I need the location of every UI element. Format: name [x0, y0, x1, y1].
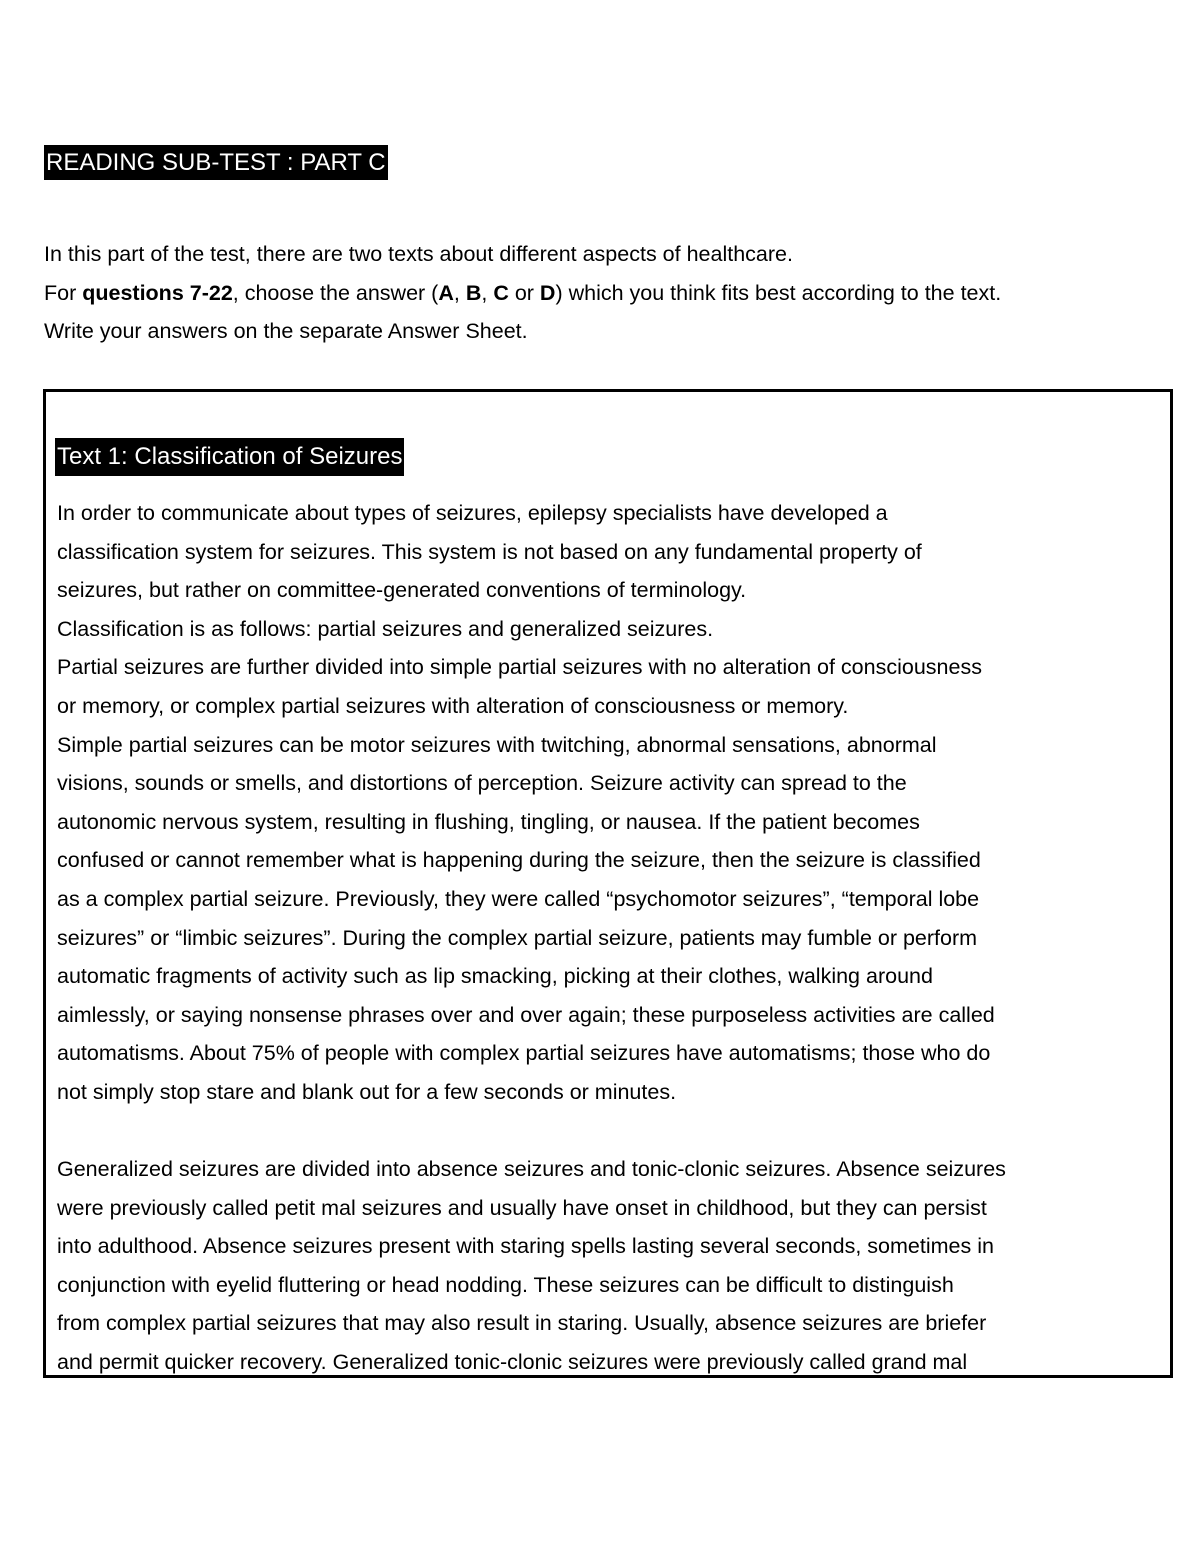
- text-line: autonomic nervous system, resulting in flushing, tingling, or nausea. If the patient becomes: [57, 809, 920, 834]
- text-line: into adulthood. Absence seizures present with staring spells lasting several seconds, sometimes in: [57, 1234, 994, 1259]
- text-1-title: Text 1: Classification of Seizures: [55, 438, 404, 476]
- text-line: not simply stop stare and blank out for a few seconds or minutes.: [57, 1079, 677, 1104]
- text-line: as a complex partial seizure. Previously, they were called “psychomotor seizures”, “temporal lobe: [57, 886, 980, 911]
- instructions: [44, 235, 1174, 351]
- text-line: seizures” or “limbic seizures”. During the complex partial seizure, patients may fumble or perform: [57, 925, 978, 950]
- text-line: from complex partial seizures that may also result in staring. Usually, absence seizures are briefer: [57, 1311, 987, 1336]
- instructions-text: For: [44, 280, 83, 305]
- text-line: Generalized seizures are divided into absence seizures and tonic-clonic seizures. Absence seizures: [57, 1157, 1006, 1182]
- text-line: Simple partial seizures can be motor seizures with twitching, abnormal sensations, abnormal: [57, 732, 937, 757]
- page-title: READING SUB-TEST : PART C: [44, 145, 388, 180]
- paragraph-gap: [57, 1112, 1162, 1151]
- text-line: seizures, but rather on committee-generated conventions of terminology.: [57, 578, 747, 603]
- instructions-text: , choose the answer (: [232, 280, 439, 305]
- instructions-bold: questions 7-22: [82, 280, 233, 305]
- instructions-line: [44, 274, 1174, 313]
- instructions-line: Write your answers on the separate Answer Sheet.: [44, 319, 528, 343]
- instructions-text: ,: [453, 280, 466, 305]
- text-line: Partial seizures are further divided into simple partial seizures with no alteration of consciousness: [57, 655, 982, 680]
- text-1-box: [43, 389, 1173, 1378]
- instructions-bold: D: [539, 280, 556, 305]
- text-line: classification system for seizures. This system is not based on any fundamental property of: [57, 539, 922, 564]
- text-1-body: [57, 494, 1162, 1378]
- instructions-bold: A: [438, 280, 454, 305]
- instructions-bold: B: [465, 280, 482, 305]
- text-line: In order to communicate about types of seizures, epilepsy specialists have developed a: [57, 501, 888, 525]
- instructions-bold: C: [493, 280, 509, 305]
- instructions-text: ,: [481, 280, 494, 305]
- text-line: automatisms. About 75% of people with complex partial seizures have automatisms; those who do: [57, 1041, 991, 1066]
- text-line: visions, sounds or smells, and distortions of perception. Seizure activity can spread to the: [57, 771, 907, 796]
- text-line: and permit quicker recovery. Generalized tonic-clonic seizures were previously called grand mal: [57, 1350, 968, 1375]
- instructions-text: or: [508, 280, 540, 305]
- text-line: or memory, or complex partial seizures with alteration of consciousness or memory.: [57, 693, 849, 718]
- text-line: automatic fragments of activity such as lip smacking, picking at their clothes, walking around: [57, 964, 933, 989]
- text-line: Classification is as follows: partial seizures and generalized seizures.: [57, 616, 714, 641]
- instructions-text: ) which you think fits best according to the text.: [555, 280, 1002, 305]
- instructions-line: In this part of the test, there are two texts about different aspects of healthcare.: [44, 242, 793, 266]
- text-line: aimlessly, or saying nonsense phrases over and over again; these purposeless activities are called: [57, 1002, 995, 1027]
- text-line: were previously called petit mal seizures and usually have onset in childhood, but they can persist: [57, 1195, 987, 1220]
- text-line: confused or cannot remember what is happening during the seizure, then the seizure is classified: [57, 848, 981, 873]
- text-line: conjunction with eyelid fluttering or head nodding. These seizures can be difficult to distinguish: [57, 1272, 954, 1297]
